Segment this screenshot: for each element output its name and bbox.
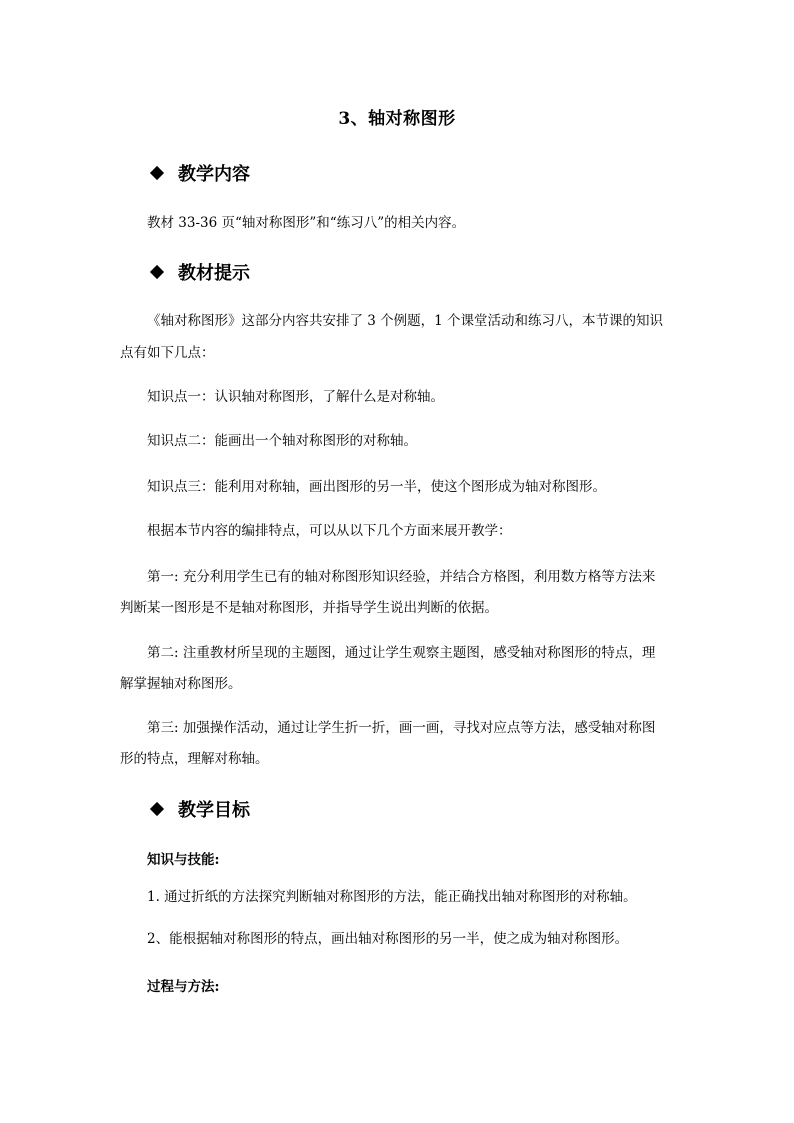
knowledge-point-2: 知识点二：能画出一个轴对称图形的对称轴。 <box>147 433 417 449</box>
third-line2: 形的特点，理解对称轴。 <box>120 751 269 767</box>
hints-intro-line2: 点有如下几点： <box>120 345 215 361</box>
diamond-bullet-icon <box>150 265 164 279</box>
goal-1: 1. 通过折纸的方法探究判断轴对称图形的方法，能正确找出轴对称图形的对称轴。 <box>147 889 637 905</box>
content-paragraph: 教材 33-36 页“轴对称图形”和“练习八”的相关内容。 <box>147 215 466 231</box>
section-heading-label: 教学内容 <box>178 164 250 185</box>
section-heading-label: 教材提示 <box>178 263 250 284</box>
third-line1: 第三: 加强操作活动，通过让学生折一折，画一画，寻找对应点等方法，感受轴对称图 <box>147 720 656 736</box>
section-heading-content <box>150 160 250 186</box>
first-line2: 判断某一图形是不是轴对称图形，并指导学生说出判断的依据。 <box>120 600 498 616</box>
section-heading-hints <box>150 259 250 285</box>
diamond-bullet-icon <box>150 166 164 180</box>
section-heading-goals <box>150 796 250 822</box>
knowledge-point-1: 知识点一：认识轴对称图形，了解什么是对称轴。 <box>147 389 444 405</box>
diamond-bullet-icon <box>150 802 164 816</box>
knowledge-point-3: 知识点三：能利用对称轴，画出图形的另一半，使这个图形成为轴对称图形。 <box>147 479 606 495</box>
goals-subheading-knowledge: 知识与技能: <box>147 852 220 868</box>
hints-intro-line1: 《轴对称图形》这部分内容共安排了 3 个例题，1 个课堂活动和练习八，本节课的知识 <box>147 313 664 329</box>
goal-2: 2、能根据轴对称图形的特点，画出轴对称图形的另一半，使之成为轴对称图形。 <box>147 931 629 947</box>
document-title: 3、轴对称图形 <box>338 109 456 129</box>
hints-lead: 根据本节内容的编排特点，可以从以下几个方面来展开教学： <box>147 523 512 539</box>
section-heading-label: 教学目标 <box>178 800 250 821</box>
second-line1: 第二: 注重教材所呈现的主题图，通过让学生观察主题图，感受轴对称图形的特点，理 <box>147 645 656 661</box>
goals-subheading-process: 过程与方法: <box>147 979 220 995</box>
second-line2: 解掌握轴对称图形。 <box>120 676 242 692</box>
first-line1: 第一: 充分利用学生已有的轴对称图形知识经验，并结合方格图，利用数方格等方法来 <box>147 569 656 585</box>
